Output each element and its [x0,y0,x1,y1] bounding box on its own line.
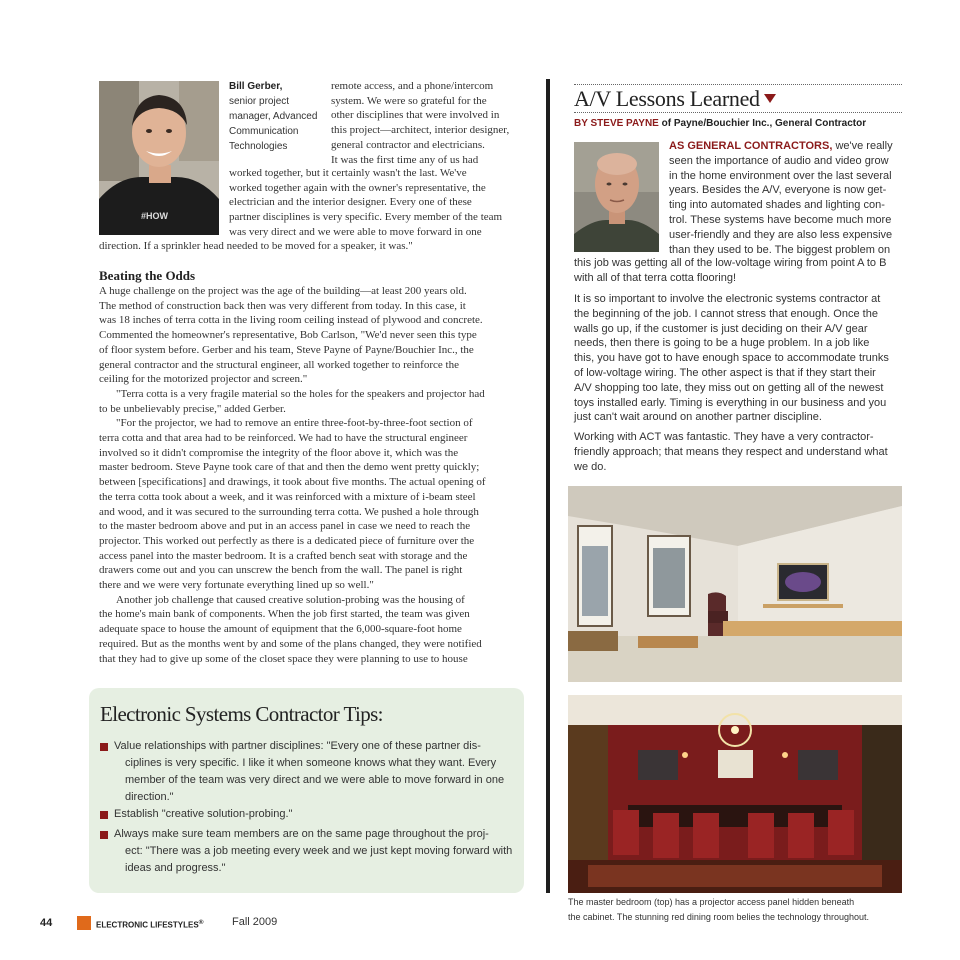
text-line: partner disciplines is very specific. Every member of the team [229,211,503,224]
text-line: other disciplines that were involved in [331,109,500,122]
text-line: general contractor and the structural engineer, all worked together to reinforce the [99,358,459,371]
text-line: of low-voltage wiring. The other aspect is that if they start their [574,366,876,379]
text-line: general contractor and electricians. [331,138,485,151]
author-caption [229,79,329,154]
article-body [99,284,529,666]
photo-master-bedroom [568,486,902,682]
text-line: and wood, and it was secured to the surrounding terra cotta. We pushed a hole through [99,505,479,518]
text-line: with all of that terra cotta flooring! [574,271,737,284]
text-line: The method of construction back then was very different from today. In this case, it [99,299,466,312]
text-line: the home's main bank of components. When the job first started, the team was given [99,608,470,621]
author-photo-bill-gerber [99,81,219,235]
text-line: It was the first time any of us had [331,153,479,166]
quote-top-block [331,79,531,167]
tip-line: ciplines is very specific. I like it when someone knows what they want. Every [125,757,497,769]
sidebar-byline [574,118,866,129]
text-line: this job was getting all of the low-voltage wiring from point A to B [574,257,887,269]
text-line: Commented the homeowner's representative, Bob Carlson, "We'd never seen this type [99,329,477,342]
text-line: just can't wait around on another partner discipline. [574,411,822,424]
page-number: 44 [40,917,53,929]
quote-end-block [99,239,529,254]
tip-item [100,806,292,823]
tip-line: ect: "There was a job meeting every week and we just kept moving forward with [125,845,513,857]
byline-affiliation: of Payne/Bouchier Inc., General Contractor [658,118,867,129]
text-line: direction. If a sprinkler head needed to be moved for a speaker, it was." [99,240,413,252]
text-line: Working with ACT was fantastic. They have a very contractor- [574,431,874,443]
author-title-line: Technologies [229,141,288,152]
text-line: drawers come out and you can unscrew the bench from the wall. The panel is right [99,564,463,577]
text-line: was very direct and we were able to move forward in one [229,225,482,238]
text-line: the terra cotta took about a week, and it was reinforced with a mixture of i-beam steel [99,490,476,503]
text-line: we do. [574,460,607,473]
tip-line: ideas and progress." [125,862,226,874]
dotted-rule [574,84,902,85]
text-line: walls go up, if the customer is just deciding on their A/V gear [574,322,868,335]
magazine-title: ELECTRONIC LIFESTYLES [96,920,199,930]
text-line: terra cotta and that area had to be reinforced. We had to have the structural engineer [99,432,468,445]
text-line: A/V shopping too late, they miss out on getting all of the newest [574,381,884,394]
text-line: to the master bedroom above and put in an access panel in case we need to reach the [99,520,471,533]
tip-line: Always make sure team members are on the same page throughout the proj- [114,828,489,840]
text-line: worked together again with the owner's representative, the [229,181,486,194]
text-line: involved so it didn't compromise the integrity of the floor above it, which was the [99,446,459,459]
tip-line: Value relationships with partner disciplines: "Every one of these partner dis- [114,740,481,752]
magazine-logo-icon [77,916,91,930]
author-name: Bill Gerber, [229,81,283,92]
text-line: between [specifications] and drawings, it took about five months. The actual opening of [99,476,486,489]
text-line: ceiling for the motorized projector and screen." [99,373,308,386]
square-bullet-icon [100,831,108,839]
text-line: required. But as the months went by and some of the plans changed, they were notified [99,637,482,650]
tip-line: member of the team was very direct and we were able to move forward in one [125,774,505,786]
magazine-name [96,919,204,930]
svg-text:#HOW: #HOW [141,211,168,221]
text-line: than they used to be. The biggest problem on [669,243,891,256]
text-line: was 18 inches of terra cotta in the living room ceiling instead of plywood and concrete. [99,314,483,327]
lead-text: we've really [832,140,893,152]
photo-red-dining-room [568,695,902,893]
tips-box [89,688,524,893]
author-title-line: manager, Advanced [229,111,318,122]
section-heading-beating-the-odds: Beating the Odds [99,268,196,283]
text-line: ting into automated shades and lighting con- [669,199,885,212]
sidebar-paragraph-2 [574,292,889,425]
sidebar-title-text: A/V Lessons Learned [574,86,760,111]
photo-caption [568,895,869,925]
author-title-line: senior project [229,96,290,107]
sidebar-paragraph-3 [574,430,888,474]
text-line: adequate space to house the amount of equipment that the 6,000-square-foot home [99,623,462,636]
text-line: of floor system before. Gerber and his team, Steve Payne of Payne/Bouchier Inc., the [99,343,474,356]
text-line: master bedroom. Steve Payne took care of that and then the demo went pretty quickly; [99,461,480,474]
text-line: "For the projector, we had to remove an entire three-foot-by-three-foot section of [116,417,473,430]
sidebar-lead-paragraph [669,139,893,257]
text-line: user-friendly and they are also less expensive [669,228,893,241]
lead-caps: AS GENERAL CONTRACTORS, [669,140,833,152]
text-line: that they had to give up some of the closet space they were planning to use to house [99,652,468,665]
tip-item [100,738,504,806]
text-line: Another job challenge that caused creative solution-probing was the housing of [116,593,465,606]
text-line: in the home environment over the last several [669,169,892,182]
tip-item [100,826,512,877]
text-line: remote access, and a phone/intercom [331,80,494,92]
text-line: trol. These systems have become much more [669,213,892,226]
dotted-rule [574,112,902,113]
text-line: It is so important to involve the electronic systems contractor at [574,293,881,305]
magazine-issue: Fall 2009 [232,916,278,928]
text-line: access panel into the master bedroom. It is a crafted bench seat with storage and the [99,549,468,562]
text-line: this project—architect, interior designer, [331,124,510,137]
author-title-line: Communication [229,126,299,137]
tip-line: direction." [125,791,174,803]
text-line: "Terra cotta is a very fragile material so the holes for the speakers and projector had [116,387,485,400]
tips-title: Electronic Systems Contractor Tips: [100,702,383,726]
text-line: friendly approach; that means they respect and understand what [574,445,888,458]
triangle-down-icon [764,94,776,103]
square-bullet-icon [100,743,108,751]
sidebar-lead-continued [574,256,886,286]
text-line: electrician and the interior designer. Every one of these [229,196,472,209]
caption-line: the cabinet. The stunning red dining room belies the technology throughout. [568,912,870,922]
text-line: this, you have got to have enough space to accommodate trunks [574,352,889,365]
text-line: toys installed early. Timing is everything in our business and you [574,396,887,409]
tip-line: Establish "creative solution-probing." [114,808,293,820]
quote-wide-block [229,166,529,240]
text-line: seen the importance of audio and video grow [669,154,889,167]
sidebar-title [574,86,776,112]
text-line: the beginning of the job. I cannot stress that enough. Once the [574,307,878,320]
text-line: needs, then there is going to be a huge problem. In a job like [574,337,870,350]
column-divider [546,79,550,893]
text-line [669,139,893,154]
text-line: A huge challenge on the project was the age of the building—at least 200 years old. [99,285,467,297]
text-line: worked together, but it certainly wasn't the last. We've [229,167,467,179]
registered-mark: ® [198,919,204,926]
text-line: years. Besides the A/V, everyone is now get- [669,184,887,197]
byline-author: BY STEVE PAYNE [574,118,659,129]
text-line: system. We were so grateful for the [331,94,487,107]
author-photo-steve-payne [574,142,659,252]
text-line: there and we were very fortunate everything lined up so well." [99,579,374,592]
text-line: to be unbelievably precise," added Gerber. [99,402,286,415]
caption-line: The master bedroom (top) has a projector access panel hidden beneath [568,897,855,907]
text-line: projector. This worked out perfectly as there is a dedicated piece of furniture over the [99,534,475,547]
square-bullet-icon [100,811,108,819]
